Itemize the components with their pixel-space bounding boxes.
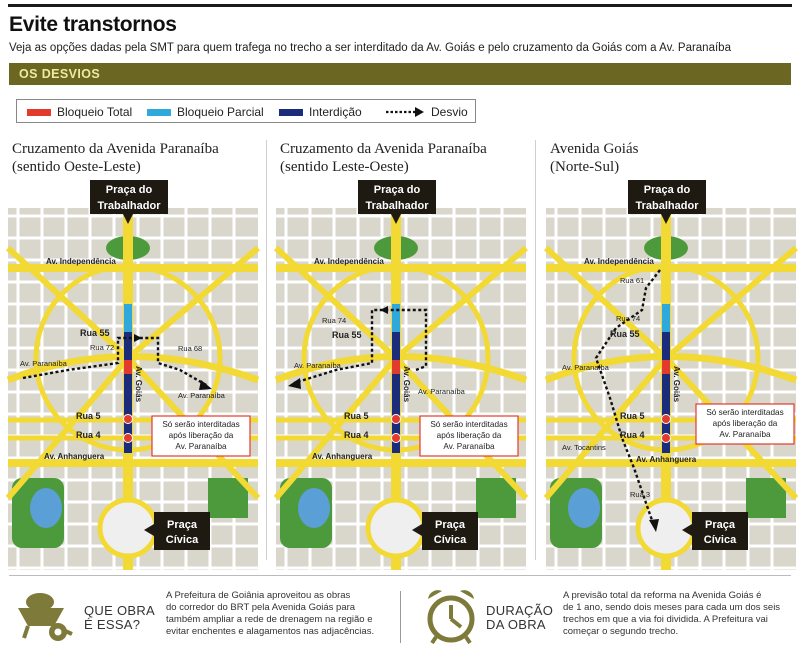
lake	[298, 488, 330, 528]
footer-d-line: A previsão total da reforma na Avenida Goiás é	[563, 590, 762, 601]
tag-text: Trabalhador	[635, 200, 699, 212]
panel-title-line1: Avenida Goiás	[550, 141, 639, 157]
top-rule	[8, 4, 792, 7]
label-rua3: Rua 3	[630, 490, 651, 499]
note-text: Av. Paranaíba	[443, 442, 495, 451]
label-paranaiba-w: Av. Paranaíba	[294, 361, 341, 370]
legend-label-desvio: Desvio	[431, 105, 468, 119]
panel-title-line2: (Norte-Sul)	[550, 159, 620, 175]
label-goias: Av. Goiás	[672, 366, 681, 403]
tag-text: Cívica	[165, 534, 199, 546]
no-entry-icon	[662, 434, 671, 443]
label-rua55: Rua 55	[610, 329, 640, 339]
bottom-rule	[9, 575, 791, 576]
label-anhanguera: Av. Anhanguera	[44, 452, 105, 461]
partial-block-segment	[124, 304, 132, 332]
total-block-segment	[662, 360, 670, 374]
footer-d-line: trechos em que a via foi dividida. A Prefeitura vai	[563, 614, 768, 625]
partial-block-segment	[392, 304, 400, 332]
tag-text: Praça	[435, 519, 465, 531]
label-goias: Av. Goiás	[402, 366, 411, 403]
label-rua74: Rua 74	[322, 316, 347, 325]
no-entry-icon	[392, 415, 401, 424]
interdiction-segment	[662, 332, 670, 360]
footer-separator	[400, 591, 401, 643]
label-rua4: Rua 4	[76, 430, 101, 440]
footer-d-head-line1: DURAÇÃO	[486, 603, 554, 618]
legend-swatch-interdicao	[279, 109, 303, 116]
label-rua74: Rua 74	[616, 314, 641, 323]
section-bar	[9, 63, 791, 85]
label-rua55: Rua 55	[80, 328, 110, 338]
label-anhanguera: Av. Anhanguera	[312, 452, 373, 461]
note-text: após liberação da	[436, 431, 502, 440]
label-rua4: Rua 4	[344, 430, 369, 440]
panel-title	[280, 140, 487, 176]
footer-d-head	[486, 604, 553, 632]
map-leste-oeste	[276, 184, 526, 570]
label-independencia: Av. Independência	[584, 257, 654, 266]
note-text: Só serão interditadas	[162, 420, 240, 429]
note-box	[420, 416, 518, 456]
panel-title-line2: (sentido Leste-Oeste)	[280, 159, 409, 175]
no-entry-icon	[124, 434, 133, 443]
tag-text: Praça do	[643, 184, 691, 196]
tag-text: Praça	[167, 519, 197, 531]
tag-text: Cívica	[703, 534, 737, 546]
panel-title-line1: Cruzamento da Avenida Paranaíba	[280, 141, 487, 157]
label-goias: Av. Goiás	[134, 366, 143, 403]
map-oeste-leste	[8, 184, 258, 570]
alarm-clock-icon	[424, 587, 478, 645]
no-entry-icon	[392, 434, 401, 443]
label-rua4: Rua 4	[620, 430, 645, 440]
label-paranaiba-e: Av. Paranaíba	[418, 387, 465, 396]
label-rua61: Rua 61	[620, 276, 645, 285]
page-title: Evite transtornos	[9, 13, 177, 36]
partial-block-segment	[662, 304, 670, 332]
footer-q-line: A Prefeitura de Goiânia aproveitou as obras	[166, 590, 351, 601]
label-anhanguera: Av. Anhanguera	[636, 455, 697, 464]
footer-d-text	[563, 590, 780, 638]
note-text: Só serão interditadas	[706, 408, 784, 417]
divider-2	[535, 140, 536, 560]
note-box	[696, 404, 794, 444]
total-block-segment	[124, 360, 132, 374]
map-norte-sul	[546, 184, 796, 570]
label-rua5: Rua 5	[344, 411, 369, 421]
footer-q-head-line2: É ESSA?	[84, 617, 141, 632]
section-title: OS DESVIOS	[19, 67, 101, 81]
total-block-segment	[392, 360, 400, 374]
panel-title	[12, 140, 219, 176]
no-entry-icon	[662, 415, 671, 424]
note-box	[152, 416, 250, 456]
lake	[568, 488, 600, 528]
lake	[30, 488, 62, 528]
label-paranaiba-e: Av. Paranaíba	[178, 391, 225, 400]
panel-title-line1: Cruzamento da Avenida Paranaíba	[12, 141, 219, 157]
dotted-arrow-icon	[385, 106, 425, 118]
note-text: Só serão interditadas	[430, 420, 508, 429]
label-paranaiba-w: Av. Paranaíba	[20, 359, 67, 368]
label-rua55: Rua 55	[332, 330, 362, 340]
legend-swatch-total	[27, 109, 51, 116]
footer-q-line: do corredor do BRT pela Avenida Goiás para	[166, 602, 356, 613]
note-text: Av. Paranaíba	[175, 442, 227, 451]
footer-q-text	[166, 590, 374, 638]
label-rua5: Rua 5	[620, 411, 645, 421]
legend-label-parcial: Bloqueio Parcial	[177, 105, 264, 119]
no-entry-icon	[124, 415, 133, 424]
footer-d-line: de 1 ano, sendo dois meses para cada um dos seis	[563, 602, 781, 613]
label-rua72: Rua 72	[90, 343, 115, 352]
label-independencia: Av. Independência	[314, 257, 384, 266]
interdiction-segment	[124, 332, 132, 360]
tag-text: Trabalhador	[97, 200, 161, 212]
label-tocantins: Av. Tocantins	[562, 443, 606, 452]
label-independencia: Av. Independência	[46, 257, 116, 266]
note-text: após liberação da	[168, 431, 234, 440]
footer-d-head-line2: DA OBRA	[486, 617, 546, 632]
legend-swatch-parcial	[147, 109, 171, 116]
label-rua68: Rua 68	[178, 344, 203, 353]
legend-label-total: Bloqueio Total	[57, 105, 133, 119]
label-rua5: Rua 5	[76, 411, 101, 421]
page-subtitle: Veja as opções dadas pela SMT para quem trafega no trecho a ser interditado da Av. Goiás e pelo cruzamento da Goiás com a Av. Paranaíba	[9, 42, 731, 54]
footer-d-line: começar o segundo trecho.	[563, 626, 679, 637]
panel-title-line2: (sentido Oeste-Leste)	[12, 159, 141, 175]
tag-text: Trabalhador	[365, 200, 429, 212]
divider-1	[266, 140, 267, 560]
tag-text: Praça do	[105, 184, 153, 196]
panel-title	[550, 140, 638, 176]
note-text: Av. Paranaíba	[719, 430, 771, 439]
tag-text: Praça	[705, 519, 735, 531]
tag-text: Cívica	[433, 534, 467, 546]
interdiction-segment	[392, 332, 400, 360]
footer-q-head	[84, 604, 155, 632]
tag-text: Praça do	[373, 184, 421, 196]
footer-q-line: também ampliar a rede de drenagem na região e	[166, 614, 373, 625]
legend	[16, 99, 476, 123]
footer-q-line: evitar enchentes e alagamentos nas adjacências.	[166, 626, 375, 637]
note-text: após liberação da	[712, 419, 778, 428]
footer-q-head-line1: QUE OBRA	[84, 603, 156, 618]
label-paranaiba: Av. Paranaíba	[562, 363, 609, 372]
wheelbarrow-icon	[14, 588, 76, 644]
legend-label-interdicao: Interdição	[309, 105, 362, 119]
